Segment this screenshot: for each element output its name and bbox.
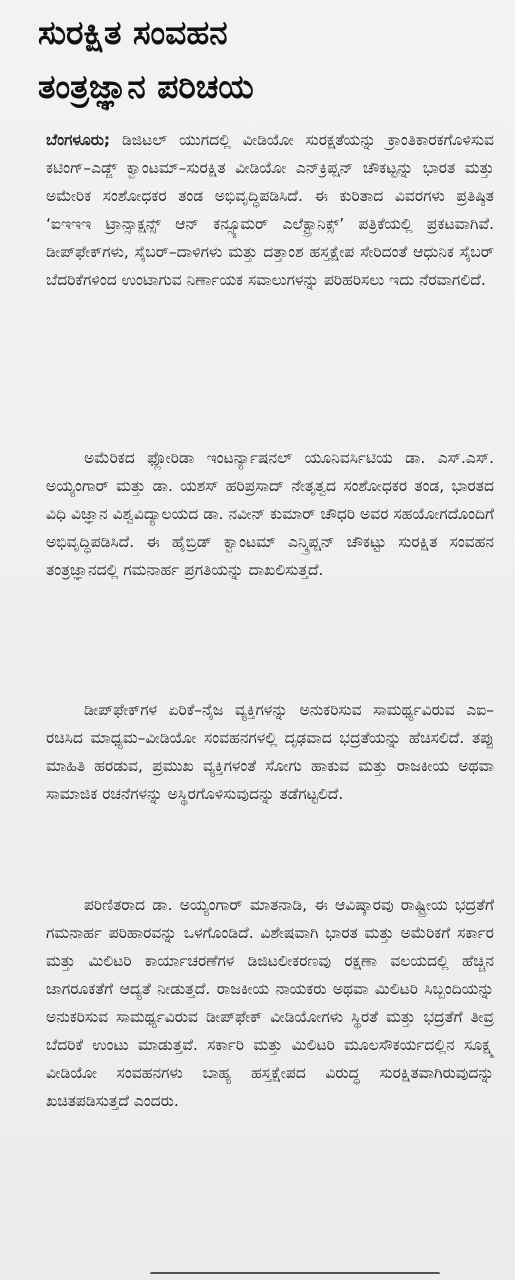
paragraph-1-text: ಡಿಜಿಟಲ್ ಯುಗದಲ್ಲಿ ವೀಡಿಯೋ ಸುರಕ್ಷತೆಯನ್ನು ಕ್ರಾಂತಿಕಾರಕಗೊಳಿಸುವ ಕಟಿಂಗ್‌–ಎಡ್ಜ್ ಕ್ವಾಂಟಮ್–ಸುರಕ್ಷಿತ ವೀಡಿಯೋ ಎನ್‌ಕ್ರಿಪ್ಷನ್ ಚೌಕಟ್ಟನ್ನು ಭಾರತ ಮತ್ತು ಅಮೇರಿಕ ಸಂಶೋಧಕರ ತಂಡ ಅಭಿವೃದ್ಧಿಪಡಿಸಿದೆ. ಈ ಕುರಿತಾದ ವಿವರಗಳು ಪ್ರತಿಷ್ಠಿತ ‘ಐಇಇಇ ಟ್ರಾನ್ಸಾಕ್ಷನ್ಸ್ ಆನ್ ಕನ್ಸ್ಯೂಮರ್ ಎಲೆಕ್ಟ್ರಾನಿಕ್ಸ್’ ಪತ್ರಿಕೆಯಲ್ಲಿ ಪ್ರಕಟವಾಗಿವೆ. ಡೀಪ್‌ಫೇಕ್‌ಗಳು, ಸೈಬರ್–ದಾಳಿಗಳು ಮತ್ತು ದತ್ತಾಂಶ ಹಸ್ತಕ್ಷೇಪ ಸೇರಿದಂತೆ ಆಧುನಿಕ ಸೈಬರ್ ಬೆದರಿಕೆಗಳಿಂದ ಉಂಟಾಗುವ ನಿರ್ಣಾಯಕ ಸವಾಲುಗಳನ್ನು ಪರಿಹರಿಸಲು ಇದು ನೆರವಾಗಲಿದೆ.	[46, 131, 495, 289]
headline-line-1: ಸುರಕ್ಷಿತ ಸಂವಹನ	[38, 13, 228, 52]
paragraph-4: ಪರಿಣಿತರಾದ ಡಾ. ಅಯ್ಯಂಗಾರ್ ಮಾತನಾಡಿ, ಈ ಆವಿಷ್ಕಾರವು ರಾಷ್ಟ್ರೀಯ ಭದ್ರತೆಗೆ ಗಮನಾರ್ಹ ಪರಿಹಾರವನ್ನು ಒಳಗೊಂಡಿದೆ. ವಿಶೇಷವಾಗಿ ಭಾರತ ಮತ್ತು ಅಮೆರಿಕಗೆ ಸರ್ಕಾರ ಮತ್ತು ಮಿಲಿಟರಿ ಕಾರ್ಯಾಚರಣೆಗಳ ಡಿಜಿಟಲೀಕರಣವು ರಕ್ಷಣಾ ವಲಯದಲ್ಲಿ ಹೆಚ್ಚಿನ ಜಾಗರೂಕತೆಗೆ ಆದ್ಯತೆ ನೀಡುತ್ತದೆ. ರಾಜಕೀಯ ನಾಯಕರು ಅಥವಾ ಮಿಲಿಟರಿ ಸಿಬ್ಬಂದಿಯನ್ನು ಅನುಕರಿಸುವ ಸಾಮರ್ಥ್ಯವಿರುವ ಡೀಪ್‌ಫೇಕ್ ವೀಡಿಯೋಗಳು ಸ್ಥಿರತೆ ಮತ್ತು ಭದ್ರತೆಗೆ ತೀವ್ರ ಬೆದರಿಕೆ ಉಂಟು ಮಾಡುತ್ತವೆ. ಸರ್ಕಾರಿ ಮತ್ತು ಮಿಲಿಟರಿ ಮೂಲಸೌಕರ್ಯದಲ್ಲಿನ ಸೂಕ್ಷ್ಮ ವೀಡಿಯೋ ಸಂವಹನಗಳು ಬಾಹ್ಯ ಹಸ್ತಕ್ಷೇಪದ ವಿರುದ್ಧ ಸುರಕ್ಷಿತವಾಗಿರುವುದನ್ನು ಖಚಿತಪಡಿಸುತ್ತದೆ ಎಂದರು.	[46, 896, 494, 1110]
cut-off-next-line	[150, 1268, 440, 1280]
headline	[38, 6, 508, 114]
paragraph-2: ಅಮೆರಿಕದ ಫ್ಲೋರಿಡಾ ಇಂಟರ್ನ್ಯಾಷನಲ್ ಯೂನಿವರ್ಸಿಟಿಯ ಡಾ. ಎಸ್.ಎಸ್. ಅಯ್ಯಂಗಾರ್ ಮತ್ತು ಡಾ. ಯಶಸ್ ಹರಿಪ್ರಸಾದ್ ನೇತೃತ್ವದ ಸಂಶೋಧಕರ ತಂಡ, ಭಾರತದ ವಿಧಿ ವಿಜ್ಞಾನ ವಿಶ್ವವಿದ್ಯಾಲಯದ ಡಾ. ನವೀನ್ ಕುಮಾರ್ ಚೌಧರಿ ಅವರ ಸಹಯೋಗದೊಂದಿಗೆ ಅಭಿವೃದ್ಧಿಪಡಿಸಿದೆ. ಈ ಹೈಬ್ರಿಡ್ ಕ್ವಾಂಟಮ್ ಎನ್ಕ್ರಿಪ್ಷನ್ ಚೌಕಟ್ಟು ಸುರಕ್ಷಿತ ಸಂವಹನ ತಂತ್ರಜ್ಞಾನದಲ್ಲಿ ಗಮನಾರ್ಹ ಪ್ರಗತಿಯನ್ನು ದಾಖಲಿಸುತ್ತದೆ.	[46, 449, 494, 579]
paragraph-1	[46, 126, 494, 294]
paragraph-3: ಡೀಪ್‌ಫೇಕ್‌ಗಳ ಏರಿಕೆ–ನೈಜ ವ್ಯಕ್ತಿಗಳನ್ನು ಅನುಕರಿಸುವ ಸಾಮರ್ಥ್ಯವಿರುವ ಎಐ–ರಚಿಸಿದ ಮಾಧ್ಯಮ–ವೀಡಿಯೋ ಸಂವಹನಗಳಲ್ಲಿ ದೃಢವಾದ ಭದ್ರತೆಯನ್ನು ಹೆಚಿಸಲಿದೆ. ತಪ್ಪು ಮಾಹಿತಿ ಹರಡುವ, ಪ್ರಮುಖ ವ್ಯಕ್ತಿಗಳಂತೆ ಸೋಗು ಹಾಕುವ ಮತ್ತು ರಾಜಕೀಯ ಅಥವಾ ಸಾಮಾಜಿಕ ರಚನೆಗಳನ್ನು ಅಸ್ಥಿರಗೊಳಿಸುವುದನ್ನು ತಡೆಗಟ್ಟಲಿದೆ.	[46, 701, 494, 803]
dateline: ಬೆಂಗಳೂರು;	[46, 131, 111, 149]
headline-line-2: ತಂತ್ರಜ್ಞಾನ ಪರಿಚಯ	[38, 67, 254, 106]
